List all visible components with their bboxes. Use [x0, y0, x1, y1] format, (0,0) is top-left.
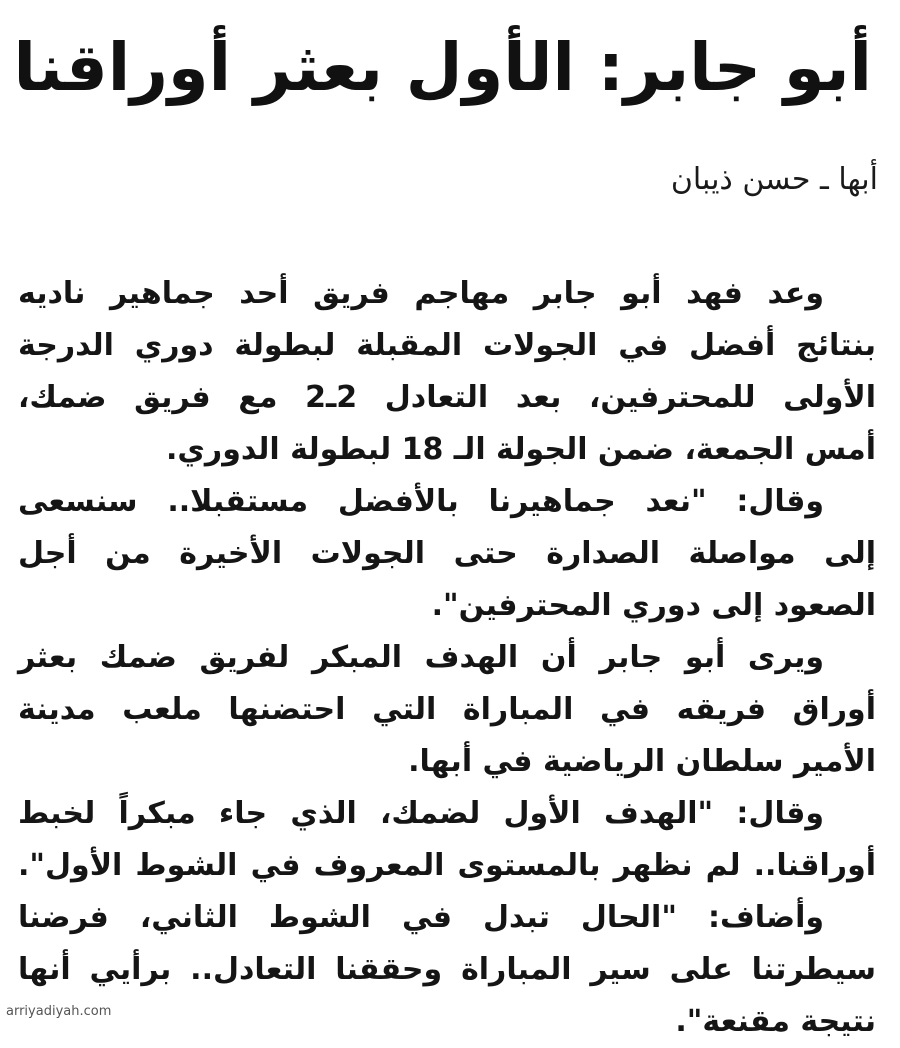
- body-line: أمس الجمعة، ضمن الجولة الـ 18 لبطولة الدوري.: [166, 432, 876, 467]
- source-watermark: arriyadiyah.com: [6, 1004, 112, 1019]
- article-byline: أبها ـ حسن ذيبان: [670, 162, 878, 197]
- body-line: وقال: "الهدف الأول لضمك، الذي جاء مبكراً لخبط: [18, 796, 824, 831]
- body-line: ويرى أبو جابر أن الهدف المبكر لفريق ضمك بعثر: [18, 640, 824, 675]
- body-line: بنتائج أفضل في الجولات المقبلة لبطولة دوري الدرجة: [18, 328, 876, 363]
- article-headline: أبو جابر: الأول بعثر أوراقنا: [13, 30, 872, 106]
- body-line: الأمير سلطان الرياضية في أبها.: [408, 744, 876, 779]
- body-line: الصعود إلى دوري المحترفين".: [431, 588, 876, 623]
- body-line: أوراقنا.. لم نظهر بالمستوى المعروف في الشوط الأول".: [18, 848, 876, 883]
- article-body: [18, 268, 876, 1048]
- body-line: سيطرتنا على سير المباراة وحققنا التعادل.. برأيي أنها: [18, 952, 876, 987]
- body-line: الأولى للمحترفين، بعد التعادل 2ـ2 مع فريق ضمك،: [18, 380, 877, 415]
- body-line: وعد فهد أبو جابر مهاجم فريق أحد جماهير ناديه: [18, 276, 824, 311]
- body-line: نتيجة مقنعة".: [675, 1004, 876, 1039]
- body-line: أوراق فريقه في المباراة التي احتضنها ملعب مدينة: [18, 692, 876, 727]
- body-line: إلى مواصلة الصدارة حتى الجولات الأخيرة من أجل: [18, 536, 876, 571]
- body-line: وأضاف: "الحال تبدل في الشوط الثاني، فرضنا: [18, 900, 824, 935]
- body-line: وقال: "نعد جماهيرنا بالأفضل مستقبلا.. سنسعى: [18, 484, 824, 519]
